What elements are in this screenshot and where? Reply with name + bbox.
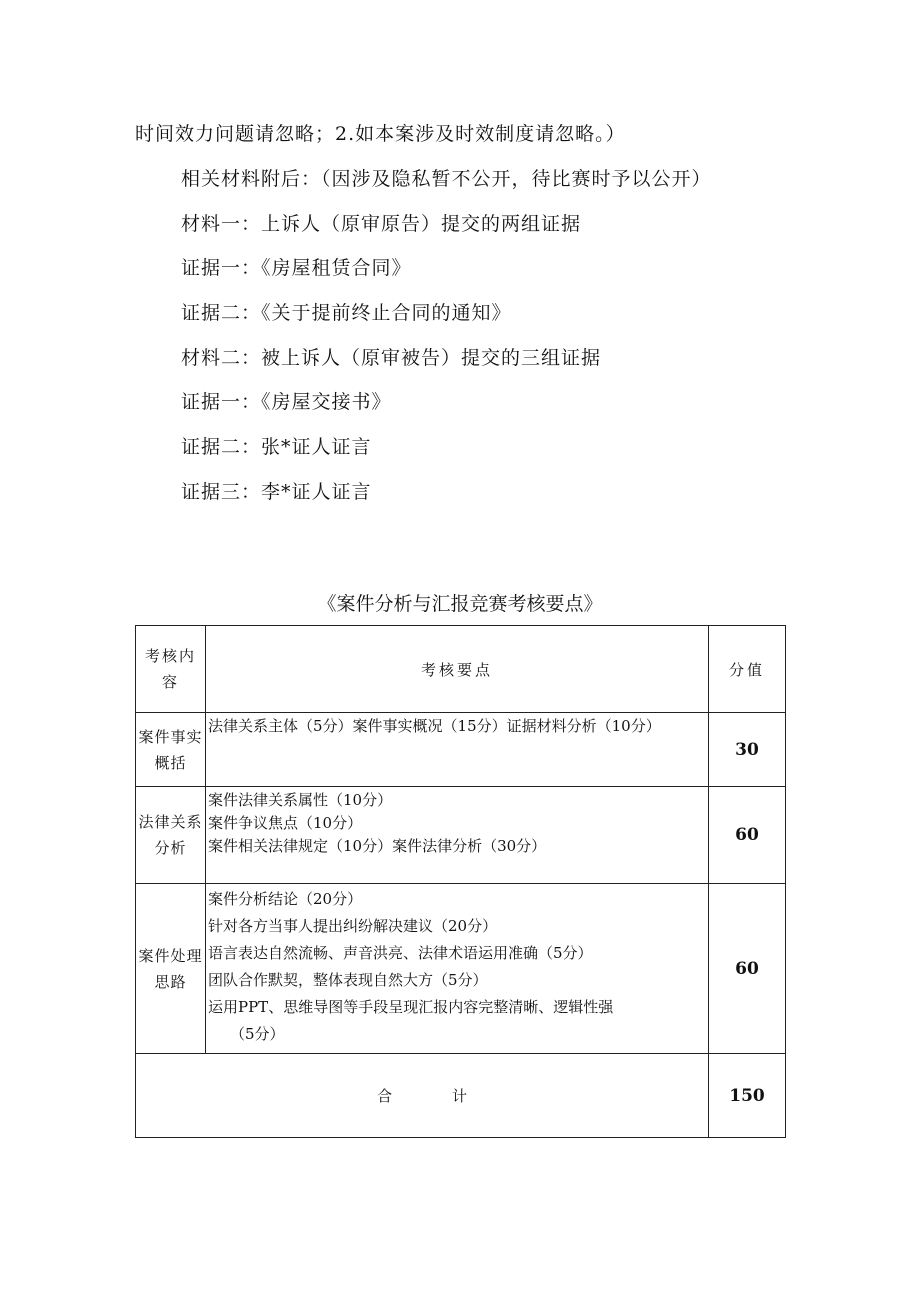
table-total-row	[136, 1054, 786, 1138]
total-score: 150	[709, 1054, 786, 1138]
paragraph-material-two: 材料二：被上诉人（原审被告）提交的三组证据	[181, 347, 602, 369]
table-title: 《案件分析与汇报竞赛考核要点》	[317, 593, 603, 615]
paragraph-evidence-1b: 证据二：《关于提前终止合同的通知》	[181, 302, 512, 324]
header-category-line1: 考核内	[144, 647, 196, 665]
table-row	[136, 787, 786, 884]
row-points	[206, 787, 709, 884]
point-item: 运用PPT、思维导图等手段呈现汇报内容完整清晰、逻辑性强	[208, 998, 614, 1016]
point-item: 团队合作默契，整体表现自然大方（5分）	[208, 971, 488, 989]
paragraph-evidence-2b: 证据二：张*证人证言	[181, 436, 372, 458]
row-category: 案件事实 概括	[136, 713, 206, 787]
paragraph-evidence-1a: 证据一：《房屋租赁合同》	[181, 257, 412, 279]
row-points	[206, 884, 709, 1054]
header-category-line2: 容	[161, 673, 179, 691]
point-item: 案件相关法律规定（10分）案件法律分析（30分）	[208, 837, 547, 855]
row-category: 法律关系 分析	[136, 787, 206, 884]
criteria-table	[135, 625, 786, 1138]
table-row	[136, 713, 786, 787]
table-header-row	[136, 626, 786, 713]
point-item: 语言表达自然流畅、声音洪亮、法律术语运用准确（5分）	[208, 944, 593, 962]
row-score: 60	[709, 884, 786, 1054]
row-points	[206, 713, 709, 787]
point-item: 针对各方当事人提出纠纷解决建议（20分）	[208, 917, 498, 935]
row-score: 60	[709, 787, 786, 884]
point-item: 案件法律关系属性（10分）	[208, 791, 393, 809]
point-item: 案件争议焦点（10分）	[208, 814, 363, 832]
header-points: 考核要点	[206, 626, 709, 713]
row-category: 案件处理 思路	[136, 884, 206, 1054]
header-score: 分值	[709, 626, 786, 713]
total-label: 合计	[136, 1054, 709, 1138]
row-score: 30	[709, 713, 786, 787]
header-category	[136, 626, 206, 713]
paragraph-time-effect: 时间效力问题请忽略；2.如本案涉及时效制度请忽略。）	[135, 123, 626, 145]
paragraph-evidence-2c: 证据三：李*证人证言	[181, 481, 372, 503]
point-item: 案件分析结论（20分）	[208, 890, 363, 908]
paragraph-materials-intro: 相关材料附后：（因涉及隐私暂不公开，待比赛时予以公开）	[181, 168, 712, 190]
point-item: （5分）	[230, 1025, 285, 1043]
paragraph-evidence-2a: 证据一：《房屋交接书》	[181, 391, 392, 413]
table-row	[136, 884, 786, 1054]
paragraph-material-one: 材料一：上诉人（原审原告）提交的两组证据	[181, 213, 582, 235]
point-item: 法律关系主体（5分）案件事实概况（15分）证据材料分析（10分）	[208, 717, 661, 735]
